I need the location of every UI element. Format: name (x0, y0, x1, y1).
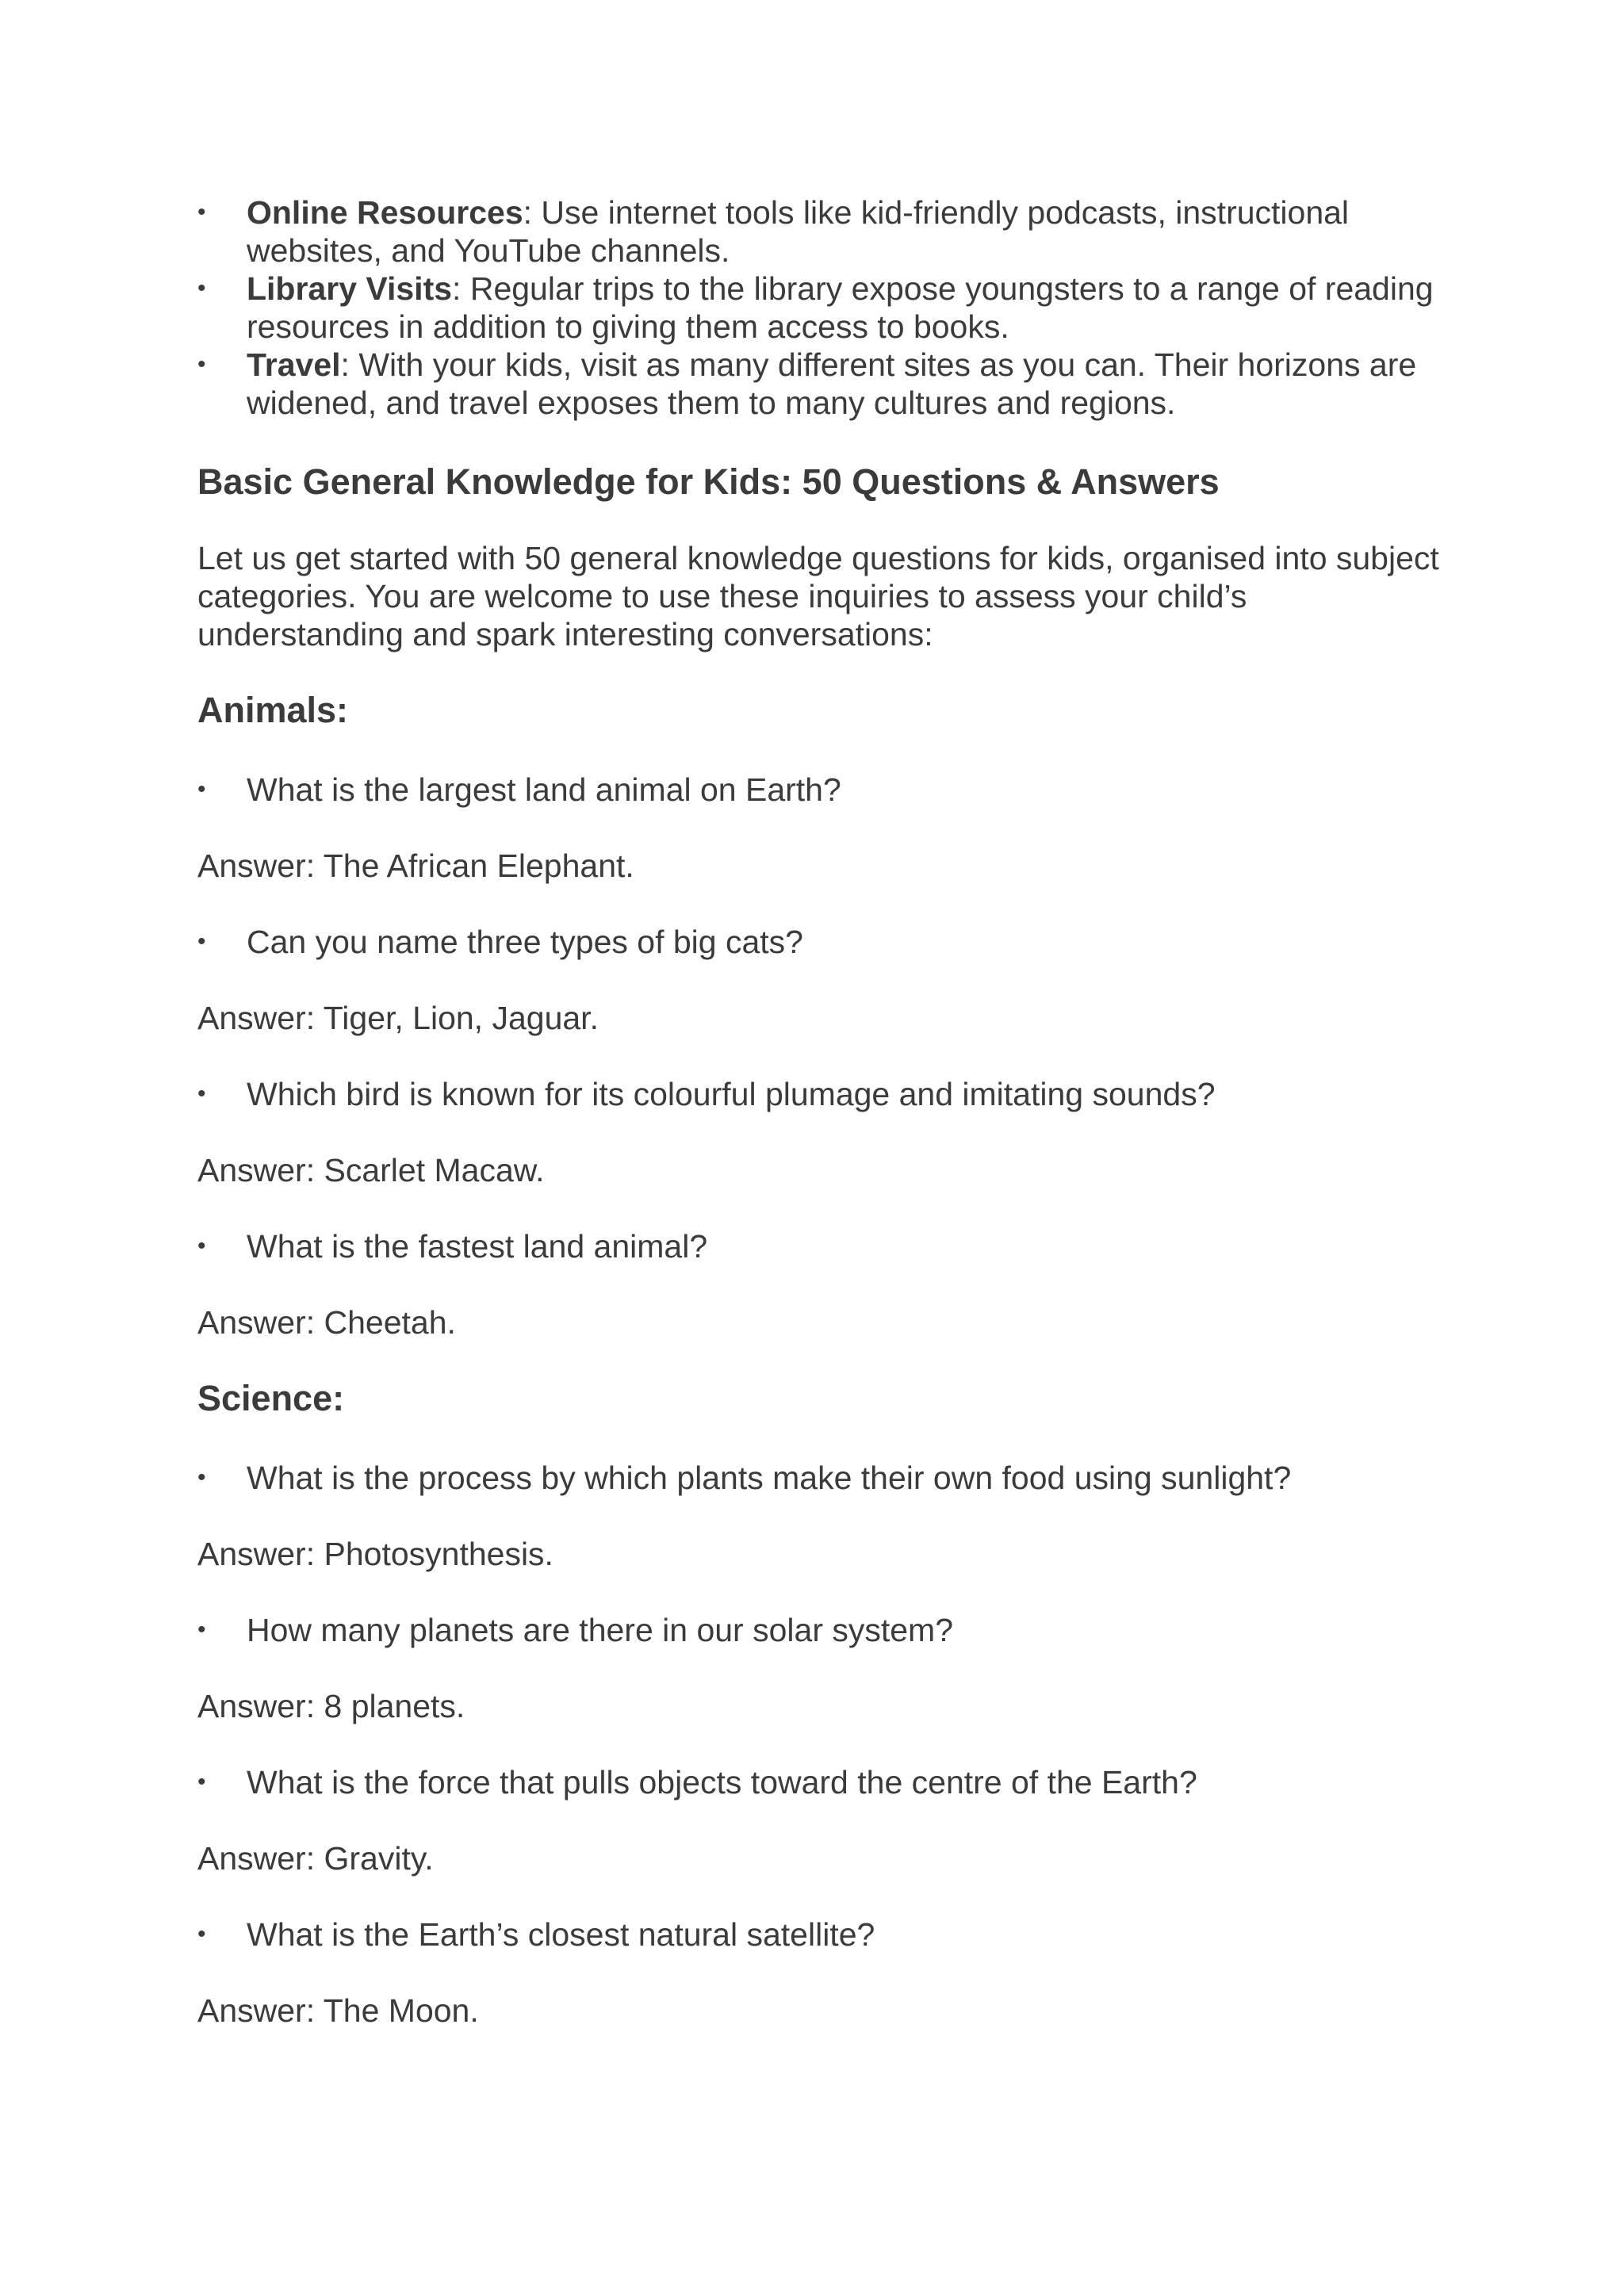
question-text: What is the Earth’s closest natural satellite? (247, 1916, 875, 1953)
term-library-visits: Library Visits (247, 270, 453, 307)
section-heading-science: Science: (197, 1378, 345, 1418)
document-page (197, 193, 1450, 2030)
question (197, 1915, 1450, 1954)
bullet-icon: • (197, 928, 206, 955)
bullet-icon: • (197, 351, 206, 377)
answer: Answer: Gravity. (197, 1840, 434, 1877)
answer: Answer: Cheetah. (197, 1304, 456, 1341)
list-item-travel (197, 346, 1450, 422)
question (197, 1611, 1450, 1649)
section-heading-animals: Animals: (197, 690, 349, 730)
question-text: How many planets are there in our solar system? (247, 1612, 954, 1648)
question (197, 1763, 1450, 1801)
list-item-online-resources (197, 193, 1450, 270)
qa-group-science (197, 1459, 1450, 2030)
answer: Answer: Scarlet Macaw. (197, 1152, 545, 1188)
bullet-icon: • (197, 275, 206, 301)
bullet-icon: • (197, 1617, 206, 1643)
text-travel: : With your kids, visit as many different sites as you can. Their horizons are widened, and travel exposes them to many cultures and regions. (247, 346, 1417, 421)
bullet-icon: • (197, 1233, 206, 1259)
bullet-icon: • (197, 776, 206, 802)
question-text: What is the process by which plants make their own food using sunlight? (247, 1460, 1292, 1496)
list-item-library-visits (197, 270, 1450, 346)
term-online-resources: Online Resources (247, 194, 523, 231)
bullet-icon: • (197, 1769, 206, 1795)
bullet-icon: • (197, 1464, 206, 1490)
question-text: What is the fastest land animal? (247, 1228, 708, 1265)
question-text: What is the largest land animal on Earth? (247, 771, 841, 808)
answer: Answer: The African Elephant. (197, 848, 634, 884)
bullet-icon: • (197, 1921, 206, 1947)
question-text: Can you name three types of big cats? (247, 924, 803, 960)
answer: Answer: The Moon. (197, 1992, 479, 2029)
main-heading: Basic General Knowledge for Kids: 50 Questions & Answers (197, 461, 1220, 502)
question (197, 1075, 1450, 1113)
question (197, 1459, 1450, 1497)
bullet-icon: • (197, 1081, 206, 1107)
question-text: What is the force that pulls objects toward the centre of the Earth? (247, 1764, 1197, 1800)
answer: Answer: Tiger, Lion, Jaguar. (197, 1000, 599, 1036)
question (197, 1227, 1450, 1265)
answer: Answer: 8 planets. (197, 1688, 465, 1724)
intro-paragraph: Let us get started with 50 general knowledge questions for kids, organised into subject categories. You are welcome to use these inquiries to assess your child’s understanding and spark interesting conversations: (197, 540, 1439, 652)
text-online-resources: : Use internet tools like kid-friendly podcasts, instructional websites, and YouTube channels. (247, 194, 1350, 269)
question (197, 771, 1450, 809)
question-text: Which bird is known for its colourful plumage and imitating sounds? (247, 1076, 1216, 1112)
answer: Answer: Photosynthesis. (197, 1536, 553, 1572)
resources-list (197, 193, 1450, 422)
qa-group-animals (197, 771, 1450, 1341)
bullet-icon: • (197, 199, 206, 225)
term-travel: Travel (247, 346, 341, 383)
text-library-visits: : Regular trips to the library expose youngsters to a range of reading resources in addition to giving them access to books. (247, 270, 1434, 345)
question (197, 923, 1450, 961)
